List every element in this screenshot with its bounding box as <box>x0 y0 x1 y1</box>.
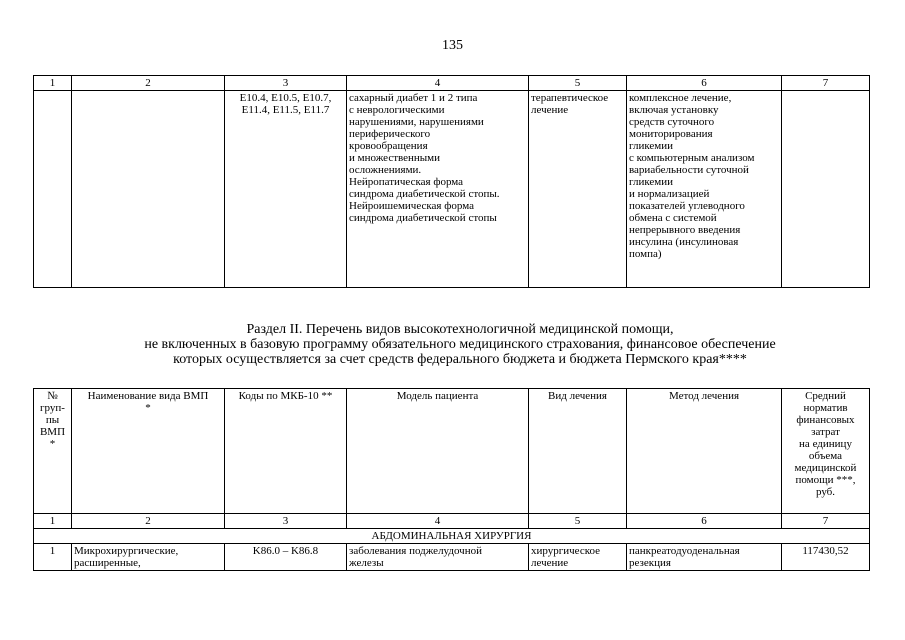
page-number: 135 <box>442 38 463 53</box>
column-number: 4 <box>347 514 529 529</box>
column-number: 7 <box>782 514 870 529</box>
header-name: Наименование вида ВМП * <box>72 389 225 514</box>
treatment-type-cell: терапевтическое лечение <box>529 91 627 288</box>
column-number: 4 <box>347 76 529 91</box>
column-number-row <box>34 76 870 91</box>
header-patient-model: Модель пациента <box>347 389 529 514</box>
group-cell <box>34 91 72 288</box>
column-number: 6 <box>627 514 782 529</box>
column-number: 1 <box>34 514 72 529</box>
section-title-row <box>34 529 870 544</box>
heading-line: не включенных в базовую программу обязательного медицинского страхования, финансовое обеспечение <box>144 337 776 352</box>
cost-cell <box>782 91 870 288</box>
treatment-method-cell: комплексное лечение, включая установку средств суточного мониторирования гликемии с компьютерным анализом вариабельности суточной гликемии и нормализацией показателей углеводного обмена с системой непрерывного введения инсулина (инсулиновая помпа) <box>627 91 782 288</box>
header-treatment-method: Метод лечения <box>627 389 782 514</box>
header-group: № груп- пы ВМП * <box>34 389 72 514</box>
column-number-row <box>34 514 870 529</box>
heading-line: Раздел II. Перечень видов высокотехнологичной медицинской помощи, <box>246 322 674 337</box>
column-number: 5 <box>529 76 627 91</box>
column-number: 3 <box>225 514 347 529</box>
cost-cell: 117430,52 <box>782 544 870 571</box>
column-number: 7 <box>782 76 870 91</box>
group-cell: 1 <box>34 544 72 571</box>
table-row <box>34 91 870 288</box>
column-number: 3 <box>225 76 347 91</box>
continued-table <box>33 75 870 288</box>
header-cost: Средний норматив финансовых затрат на единицу объема медицинской помощи ***, руб. <box>782 389 870 514</box>
table-row <box>34 544 870 571</box>
column-number: 2 <box>72 514 225 529</box>
codes-cell: E10.4, E10.5, E10.7, E11.4, E11.5, E11.7 <box>225 91 347 288</box>
treatment-type-cell: хирургическое лечение <box>529 544 627 571</box>
patient-model-cell: сахарный диабет 1 и 2 типа с неврологическими нарушениями, нарушениями периферического кровообращения и множественными осложнениями. Нейропатическая форма синдрома диабетической стопы. Нейроишемическая форма синдрома диабетической стопы <box>347 91 529 288</box>
column-number: 2 <box>72 76 225 91</box>
header-codes: Коды по МКБ-10 ** <box>225 389 347 514</box>
section-title: АБДОМИНАЛЬНАЯ ХИРУРГИЯ <box>34 529 870 544</box>
patient-model-cell: заболевания поджелудочной железы <box>347 544 529 571</box>
codes-cell: K86.0 – K86.8 <box>225 544 347 571</box>
column-number: 1 <box>34 76 72 91</box>
treatment-method-cell: панкреатодуоденальная резекция <box>627 544 782 571</box>
column-number: 5 <box>529 514 627 529</box>
vmp-table <box>33 388 870 571</box>
heading-line: которых осуществляется за счет средств федерального бюджета и бюджета Пермского края**** <box>173 352 747 367</box>
section-heading <box>60 322 860 367</box>
name-cell: Микрохирургические, расширенные, <box>72 544 225 571</box>
column-number: 6 <box>627 76 782 91</box>
header-row <box>34 389 870 514</box>
header-treatment-type: Вид лечения <box>529 389 627 514</box>
name-cell <box>72 91 225 288</box>
